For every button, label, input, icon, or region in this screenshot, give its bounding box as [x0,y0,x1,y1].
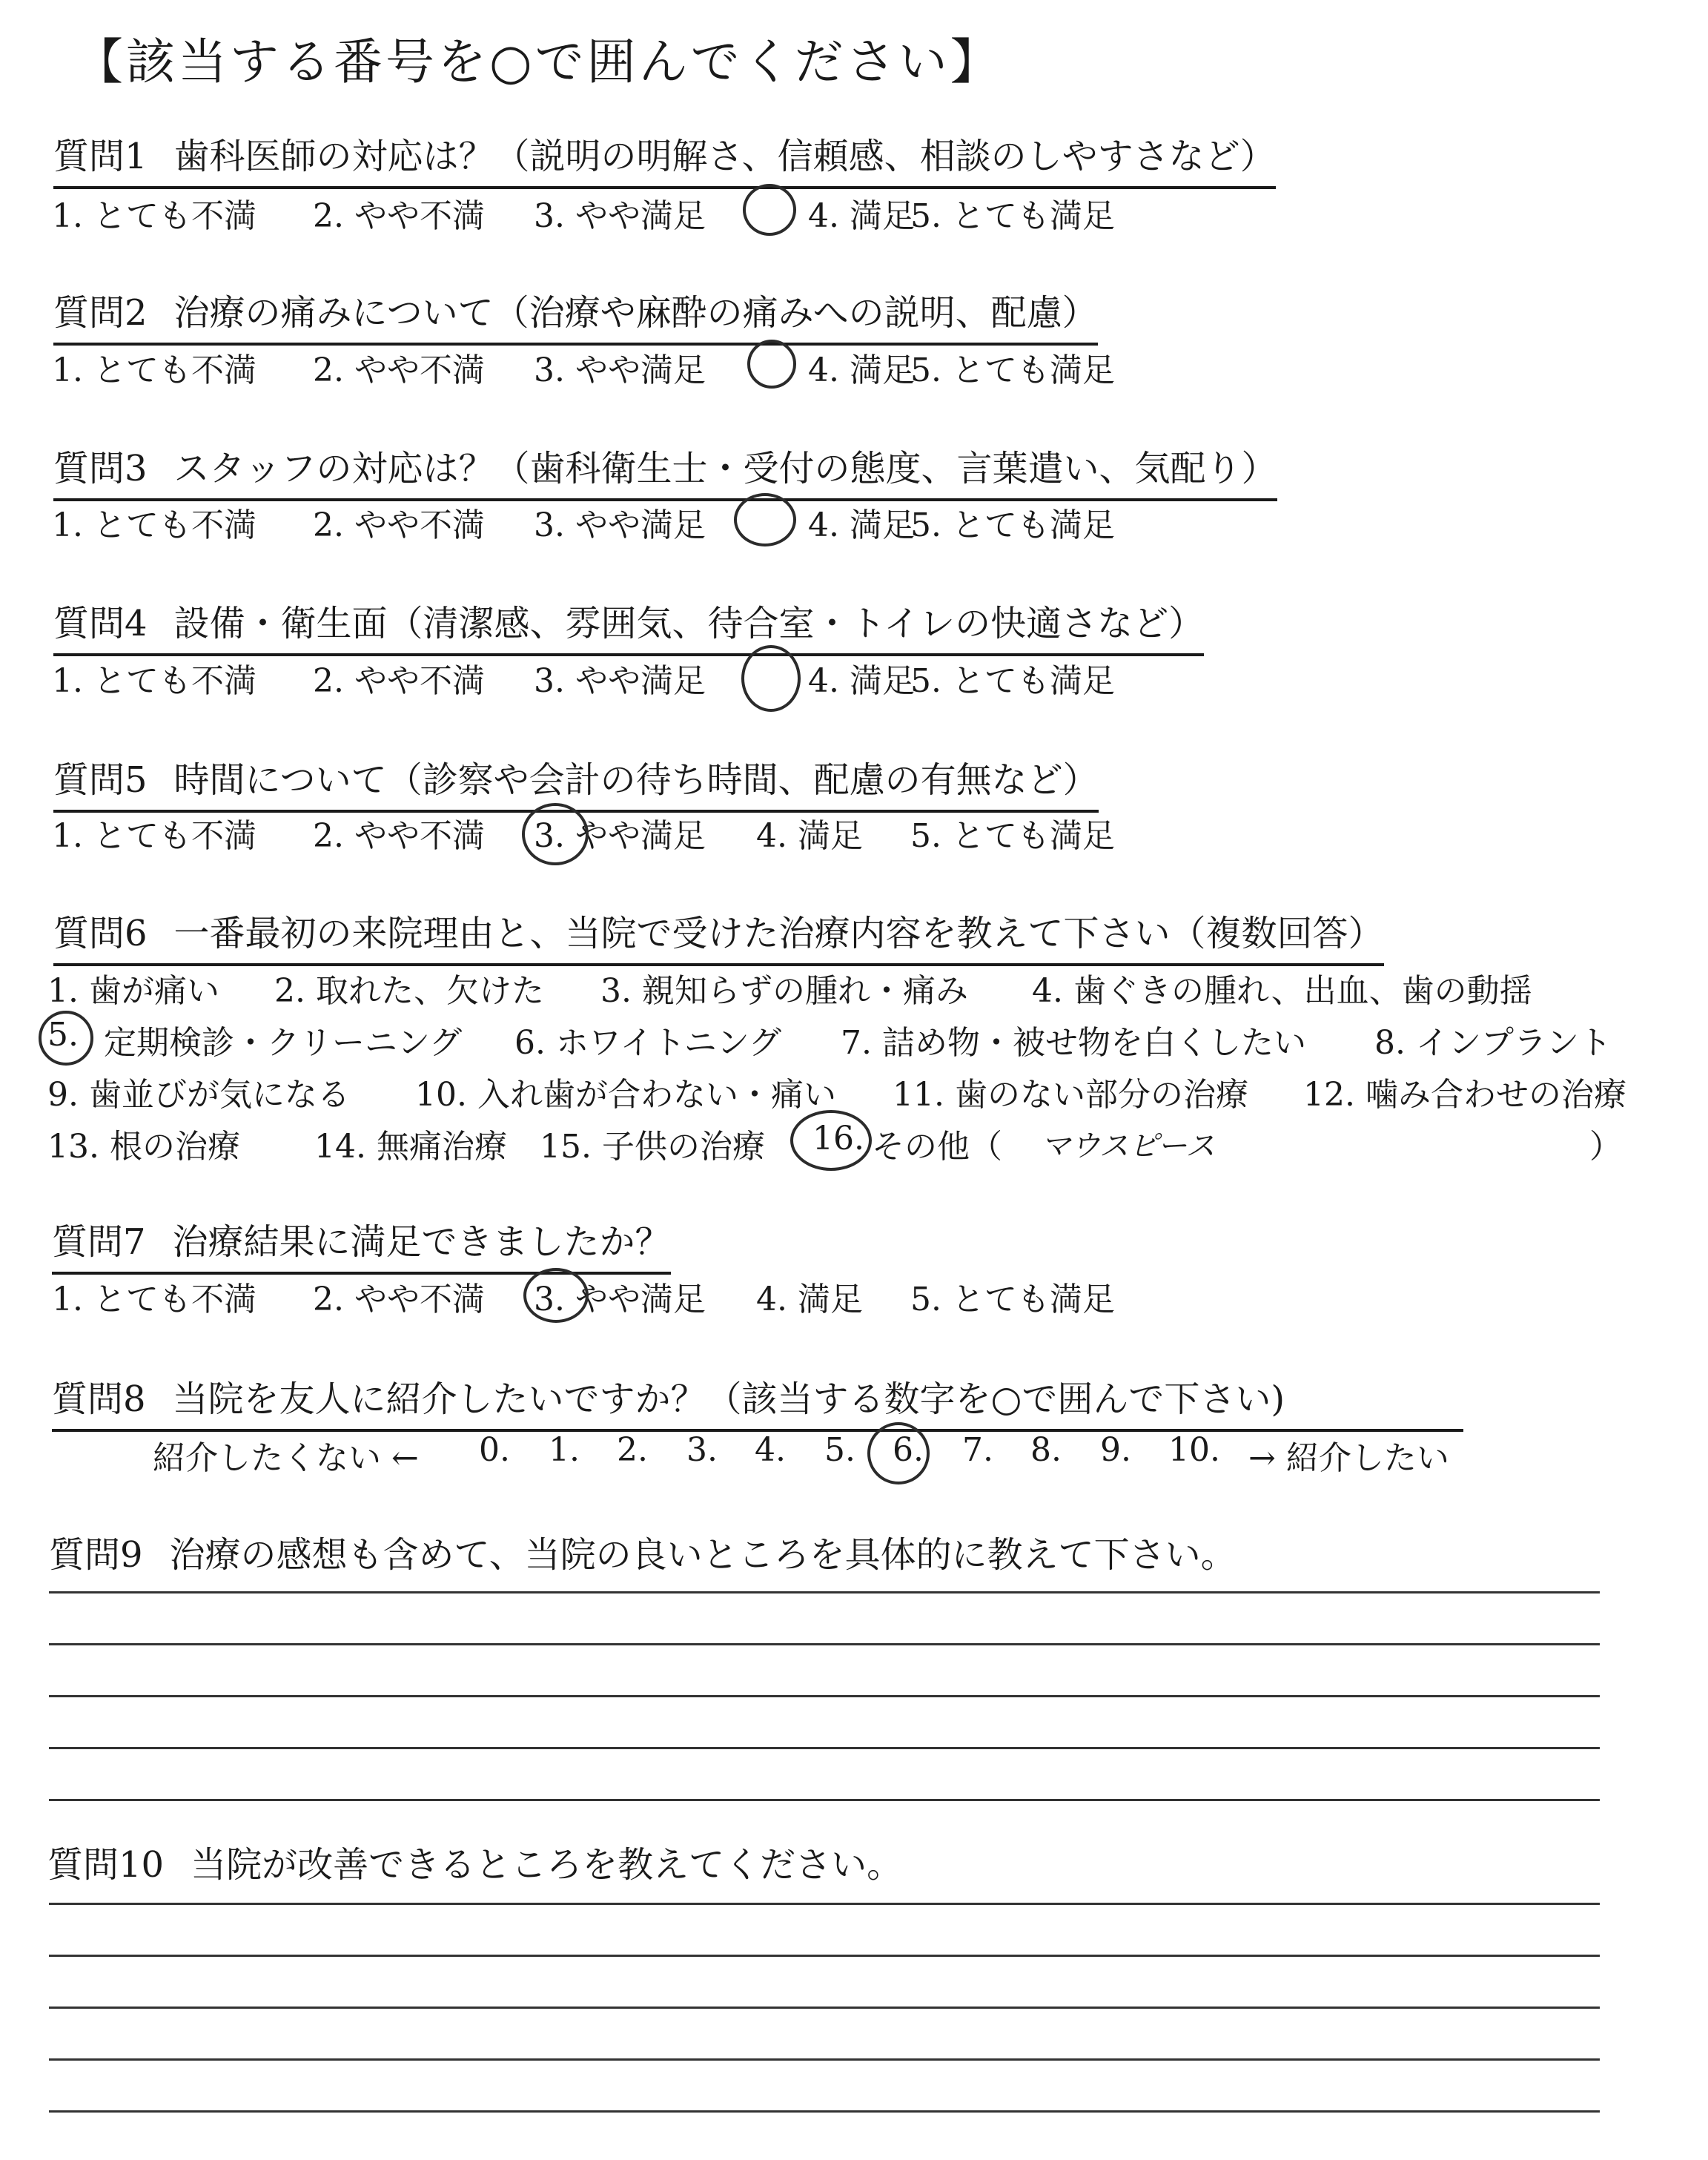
q1-option-5[interactable]: 5. とても満足 [910,197,1115,235]
q8-option-9[interactable]: 9. [1100,1431,1131,1469]
q1-option-1[interactable]: 1. とても不満 [52,197,256,235]
q6-option-5-label: 定期検診・クリーニング [104,1024,463,1062]
q2-option-3[interactable]: 3. やや満足 [534,351,706,389]
question-7 [52,1213,671,1275]
q6-option-11[interactable]: 11. 歯のない部分の治療 [893,1076,1248,1114]
question-5-text: 時間について（診察や会計の待ち時間、配慮の有無など） [173,759,1099,801]
question-6 [53,905,1384,966]
q2-option-1[interactable]: 1. とても不満 [52,351,256,389]
q8-option-6[interactable]: 6. [893,1431,924,1469]
question-2 [53,284,1098,346]
q3-option-5[interactable]: 5. とても満足 [910,506,1115,544]
q7-option-5[interactable]: 5. とても満足 [910,1281,1115,1318]
question-7-text: 治療結果に満足できましたか？ [172,1221,671,1263]
question-3-text: スタッフの対応は？（歯科衛生士・受付の態度、言葉遣い、気配り） [173,448,1277,489]
q6-option-5[interactable]: 5. [47,1016,79,1054]
question-4-text: 設備・衛生面（清潔感、雰囲気、待合室・トイレの快適さなど） [173,603,1205,644]
question-8-scale [153,1431,1561,1483]
question-1-text: 歯科医師の対応は？（説明の明解さ、信頼感、相談のしやすさなど） [173,136,1276,177]
q8-option-7[interactable]: 7. [962,1431,993,1469]
q8-scale-left-label: 紹介したくない ← [153,1439,419,1477]
q6-options-row-4 [47,1120,1693,1179]
q10-write-line-5[interactable] [49,2110,1600,2113]
question-9-number: 質問9 [49,1534,143,1576]
q6-option-7[interactable]: 7. 詰め物・被せ物を白くしたい [841,1024,1306,1062]
q6-other-close-paren: ） [1589,1128,1622,1166]
q4-option-2[interactable]: 2. やや不満 [313,662,485,700]
q5-option-3[interactable]: 3. やや満足 [534,817,706,855]
q7-option-1[interactable]: 1. とても不満 [52,1281,256,1318]
q1-option-4[interactable]: 4. 満足 [808,197,915,235]
q6-other-handwritten-answer[interactable]: マウスピース [1041,1129,1216,1163]
q9-write-line-3[interactable] [49,1695,1600,1697]
question-3 [53,440,1277,501]
question-6-text: 一番最初の来院理由と、当院で受けた治療内容を教えて下さい（複数回答） [173,913,1384,954]
q6-option-2[interactable]: 2. 取れた、欠けた [274,972,544,1010]
question-2-text: 治療の痛みについて（治療や麻酔の痛みへの説明、配慮） [173,292,1098,334]
q8-option-2[interactable]: 2. [617,1431,648,1469]
q6-options-row-2 [47,1016,1693,1075]
q8-option-10[interactable]: 10. [1168,1431,1220,1469]
question-3-number: 質問3 [53,448,148,489]
q2-option-4[interactable]: 4. 満足 [808,351,915,389]
q9-write-line-5[interactable] [49,1799,1600,1801]
q3-option-4[interactable]: 4. 満足 [808,506,915,544]
q8-option-4[interactable]: 4. [755,1431,786,1469]
question-5 [53,751,1099,813]
question-10-text: 当院が改善できるところを教えてください。 [191,1844,903,1886]
question-6-number: 質問6 [53,913,148,954]
question-4-number: 質問4 [53,603,148,644]
q6-option-12[interactable]: 12. 噛み合わせの治療 [1303,1076,1626,1114]
q6-option-6[interactable]: 6. ホワイトニング [514,1024,782,1062]
q6-option-15[interactable]: 15. 子供の治療 [540,1128,765,1166]
q5-option-5[interactable]: 5. とても満足 [910,817,1115,855]
question-9-text: 治療の感想も含めて、当院の良いところを具体的に教えて下さい。 [169,1534,1237,1576]
q9-write-line-1[interactable] [49,1591,1600,1593]
q6-option-1[interactable]: 1. 歯が痛い [47,972,219,1010]
q3-option-1[interactable]: 1. とても不満 [52,506,256,544]
q4-option-4[interactable]: 4. 満足 [808,662,915,700]
q7-option-2[interactable]: 2. やや不満 [313,1281,485,1318]
q3-option-3[interactable]: 3. やや満足 [534,506,706,544]
question-5-number: 質問5 [53,759,148,801]
q6-option-8[interactable]: 8. インプラント [1374,1024,1612,1062]
question-9 [49,1526,1237,1577]
question-8-text: 当院を友人に紹介したいですか？（該当する数字を○で囲んで下さい) [172,1378,1285,1420]
q8-option-1[interactable]: 1. [549,1431,580,1469]
q8-option-8[interactable]: 8. [1030,1431,1062,1469]
question-8-number: 質問8 [52,1378,146,1420]
q4-option-1[interactable]: 1. とても不満 [52,662,256,700]
q7-option-3[interactable]: 3. やや満足 [534,1281,706,1318]
question-1-number: 質問1 [53,136,148,177]
q10-write-line-3[interactable] [49,2007,1600,2009]
q1-option-2[interactable]: 2. やや不満 [313,197,485,235]
question-2-number: 質問2 [53,292,148,334]
q6-option-16[interactable]: 16. [812,1120,864,1157]
q5-option-4[interactable]: 4. 満足 [756,817,863,855]
q6-options-row-3 [47,1068,1693,1127]
q6-option-3[interactable]: 3. 親知らずの腫れ・痛み [600,972,968,1010]
question-4 [53,595,1204,656]
question-10 [47,1836,902,1887]
q10-write-line-1[interactable] [49,1903,1600,1905]
q7-option-4[interactable]: 4. 満足 [756,1281,863,1318]
q9-write-line-2[interactable] [49,1643,1600,1645]
question-8 [52,1370,1463,1432]
q10-write-line-4[interactable] [49,2058,1600,2061]
q2-option-5[interactable]: 5. とても満足 [910,351,1115,389]
q5-option-2[interactable]: 2. やや不満 [313,817,485,855]
q1-option-3[interactable]: 3. やや満足 [534,197,706,235]
q4-option-3[interactable]: 3. やや満足 [534,662,706,700]
q8-scale-right-label: → 紹介したい [1248,1439,1449,1477]
q1-answer-circle [743,184,796,236]
q8-option-0[interactable]: 0. [479,1431,510,1469]
q6-option-13[interactable]: 13. 根の治療 [47,1128,240,1166]
q8-option-5[interactable]: 5. [824,1431,855,1469]
q4-option-5[interactable]: 5. とても満足 [910,662,1115,700]
q2-option-2[interactable]: 2. やや不満 [313,351,485,389]
q6-option-9[interactable]: 9. 歯並びが気になる [47,1076,350,1114]
question-1 [53,128,1276,189]
q2-answer-circle [747,340,796,389]
form-title: 【該当する番号を○で囲んでください】 [74,33,1002,90]
q9-write-line-4[interactable] [49,1747,1600,1749]
q6-option-16-label: その他（ [872,1128,1002,1166]
q6-option-14[interactable]: 14. 無痛治療 [314,1128,507,1166]
question-10-number: 質問10 [47,1844,165,1886]
q6-option-4[interactable]: 4. 歯ぐきの腫れ、出血、歯の動揺 [1032,972,1532,1010]
q3-option-2[interactable]: 2. やや不満 [313,506,485,544]
question-7-number: 質問7 [52,1221,146,1263]
q6-option-10[interactable]: 10. 入れ歯が合わない・痛い [415,1076,836,1114]
q10-write-line-2[interactable] [49,1955,1600,1957]
q8-option-3[interactable]: 3. [686,1431,718,1469]
q5-option-1[interactable]: 1. とても不満 [52,817,256,855]
q6-options-row-1 [47,964,1693,1023]
